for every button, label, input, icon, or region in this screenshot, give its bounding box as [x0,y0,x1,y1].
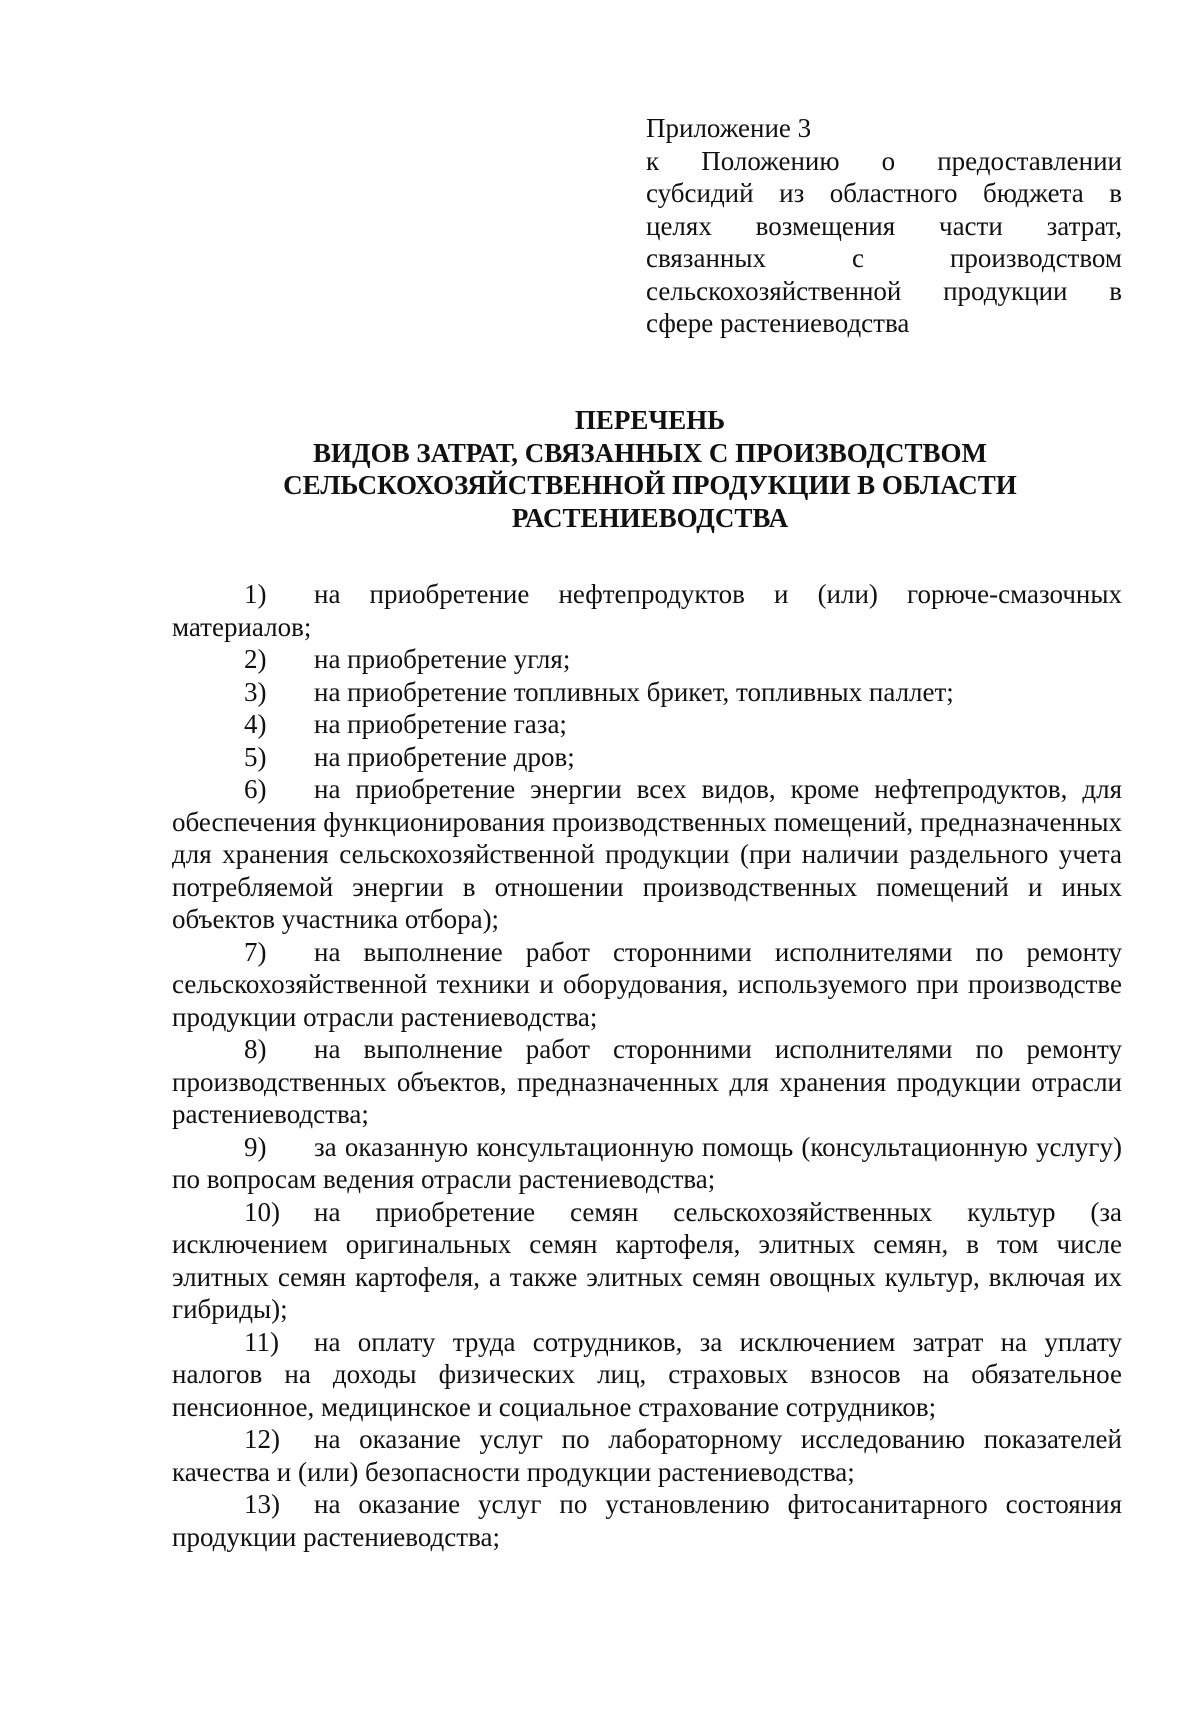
item-text: на оплату труда сотрудников, за исключением затрат на уплату налогов на доходы физических лиц, страховых взносов на обязательное пенсионное, медицинское и социальное страхование сотрудников; [172,1326,1122,1422]
list-item [172,1488,1122,1553]
appendix-line: связанных с производством [646,243,1122,273]
appendix-line: сфере растениеводства [646,308,910,338]
list-item [172,1196,1122,1326]
title-line: СЕЛЬСКОХОЗЯЙСТВЕННОЙ ПРОДУКЦИИ В ОБЛАСТИ [283,470,1017,500]
item-text: на оказание услуг по лабораторному исследованию показателей качества и (или) безопасности продукции растениеводства; [172,1424,1122,1487]
item-number: 9) [244,1131,267,1162]
appendix-line: к Положению о предоставлении [646,145,1122,176]
item-text: на оказание услуг по установлению фитосанитарного состояния продукции растениеводства; [172,1489,1122,1552]
appendix-line: Приложение 3 [646,113,812,143]
list-item [172,578,1122,643]
title-line: РАСТЕНИЕВОДСТВА [511,502,789,533]
list-item [172,1033,1122,1131]
document-title [160,404,1140,534]
item-text: на приобретение газа; [314,709,567,739]
title-line: ВИДОВ ЗАТРАТ, СВЯЗАННЫХ С ПРОИЗВОДСТВОМ [313,437,987,468]
item-number: 8) [244,1034,267,1064]
item-number: 10) [244,1196,280,1227]
list-item [172,708,1122,741]
list-item [172,1326,1122,1424]
item-number: 3) [244,676,267,707]
appendix-line: целях возмещения части затрат, [646,210,1122,241]
item-number: 2) [244,644,267,674]
item-text: на приобретение дров; [314,741,575,772]
item-number: 6) [244,774,267,804]
item-text: на приобретение семян сельскохозяйственных культур (за исключением оригинальных семян картофеля, элитных семян, в том числе элитных семян картофеля, а также элитных семян овощных культур, включая их гибриды); [172,1196,1122,1324]
item-number: 5) [244,741,267,772]
item-number: 7) [244,936,267,967]
list-item [172,643,1122,676]
appendix-line: сельскохозяйственной продукции в [646,275,1122,306]
title-line: ПЕРЕЧЕНЬ [574,405,726,435]
list-item [172,936,1122,1034]
item-text: на приобретение энергии всех видов, кроме нефтепродуктов, для обеспечения функционирования производственных помещений, предназначенных для хранения сельскохозяйственной продукции (при наличии раздельного учета потребляемой энергии в отношении производственных помещений и иных объектов участника отбора); [172,774,1122,934]
list-item [172,1423,1122,1488]
item-number: 11) [244,1326,279,1357]
item-number: 4) [244,709,267,739]
item-text: на приобретение топливных брикет, топливных паллет; [314,676,954,707]
item-text: на приобретение угля; [314,644,571,674]
item-number: 13) [244,1489,280,1519]
list-item [172,741,1122,774]
appendix-note [646,112,1122,340]
item-text: за оказанную консультационную помощь (консультационную услугу) по вопросам ведения отрасли растениеводства; [172,1131,1122,1194]
list-item [172,1131,1122,1196]
item-number: 12) [244,1424,280,1454]
appendix-line: субсидий из областного бюджета в [646,178,1122,208]
item-text: на выполнение работ сторонними исполнителями по ремонту сельскохозяйственной техники и оборудования, используемого при производстве продукции отрасли растениеводства; [172,936,1122,1032]
list-item [172,676,1122,709]
item-number: 1) [244,579,267,609]
cost-list [172,578,1122,1553]
item-text: на приобретение нефтепродуктов и (или) горюче-смазочных материалов; [172,579,1122,642]
list-item [172,773,1122,936]
item-text: на выполнение работ сторонними исполнителями по ремонту производственных объектов, предназначенных для хранения продукции отрасли растениеводства; [172,1034,1122,1129]
